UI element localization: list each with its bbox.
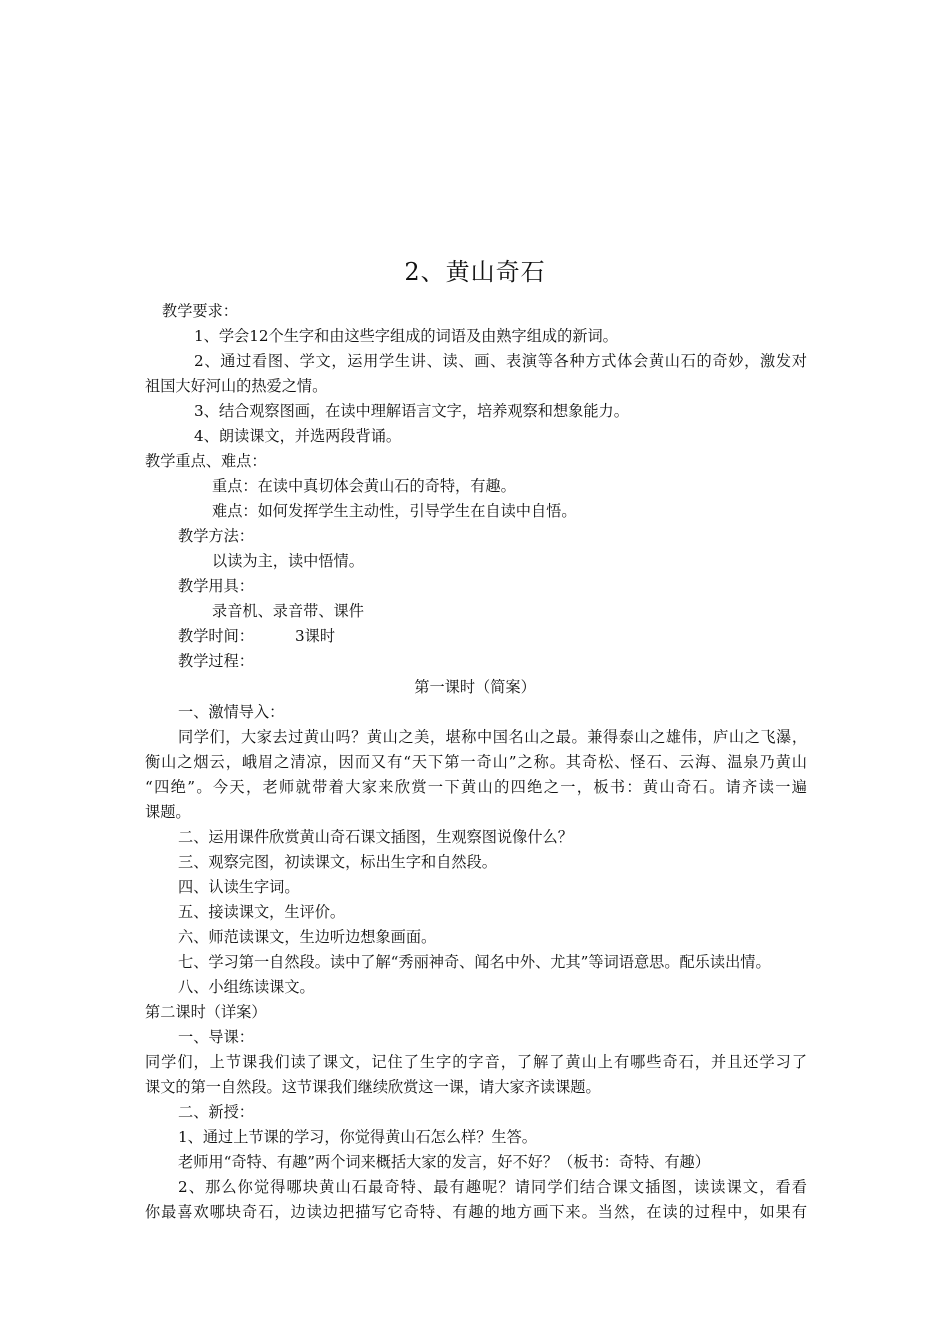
lesson-one-step-2: 二、运用课件欣赏黄山奇石课文插图，生观察图说像什么？ [178,828,573,846]
lesson-two-step-1-heading: 一、导课： [178,1028,254,1046]
lesson-one-intro-line-2: 衡山之烟云，峨眉之清凉，因而又有“天下第一奇山”之称。其奇松、怪石、云海、温泉乃黄山 [145,753,807,771]
lesson-two-heading: 第二课时（详案） [145,1003,267,1021]
lesson-two-item-2-line-1: 2、那么你觉得哪块黄山石最奇特、最有趣呢？请同学们结合课文插图，读读课文，看看 [178,1178,807,1196]
lesson-two-intro-line-2: 课文的第一自然段。这节课我们继续欣赏这一课，请大家齐读课题。 [145,1078,601,1096]
requirement-4: 4、朗读课文，并选两段背诵。 [194,427,402,445]
lesson-one-intro-line-1: 同学们，大家去过黄山吗？黄山之美，堪称中国名山之最。兼得泰山之雄伟，庐山之飞瀑， [178,728,807,746]
difficult-point: 难点：如何发挥学生主动性，引导学生在自读中自悟。 [212,502,577,520]
lesson-one-intro-line-4: 课题。 [145,803,191,821]
lesson-one-step-3: 三、观察完图，初读课文，标出生字和自然段。 [178,853,497,871]
key-point: 重点：在读中真切体会黄山石的奇特，有趣。 [212,477,516,495]
lesson-two-teacher-note: 老师用“奇特、有趣”两个词来概括大家的发言，好不好？（板书：奇特、有趣） [178,1153,710,1171]
requirement-3: 3、结合观察图画，在读中理解语言文字，培养观察和想象能力。 [194,402,629,420]
lesson-one-step-1-heading: 一、激情导入： [178,703,285,721]
section-heading-method: 教学方法： [178,527,254,545]
teaching-time-value: 3课时 [295,627,336,645]
requirement-2-line-2: 祖国大好河山的热爱之情。 [145,377,328,395]
lesson-two-item-2-line-2: 你最喜欢哪块奇石，边读边把描写它奇特、有趣的地方画下来。当然，在读的过程中，如果有 [145,1203,807,1221]
requirement-1: 1、学会12个生字和由这些字组成的词语及由熟字组成的新词。 [194,327,618,345]
lesson-one-step-8: 八、小组练读课文。 [178,978,315,996]
teaching-tools: 录音机、录音带、课件 [212,602,364,620]
section-heading-time: 教学时间： [178,627,254,645]
lesson-one-heading: 第一课时（简案） [414,678,536,696]
lesson-one-step-4: 四、认读生字词。 [178,878,300,896]
lesson-one-intro-line-3: “四绝”。今天，老师就带着大家来欣赏一下黄山的四绝之一，板书：黄山奇石。请齐读一遍 [145,778,807,796]
section-heading-key-points: 教学重点、难点： [145,452,267,470]
section-heading-process: 教学过程： [178,652,254,670]
document-title: 2、黄山奇石 [404,258,546,286]
lesson-two-step-2-heading: 二、新授： [178,1103,254,1121]
teaching-method: 以读为主，读中悟情。 [212,552,364,570]
lesson-two-item-1: 1、通过上节课的学习，你觉得黄山石怎么样？生答。 [178,1128,537,1146]
lesson-one-step-7: 七、学习第一自然段。读中了解“秀丽神奇、闻名中外、尤其”等词语意思。配乐读出情。 [178,953,771,971]
requirement-2-line-1: 2、通过看图、学文，运用学生讲、读、画、表演等各种方式体会黄山石的奇妙，激发对 [194,352,807,370]
lesson-one-step-6: 六、师范读课文，生边听边想象画面。 [178,928,437,946]
section-heading-requirements: 教学要求： [162,302,238,320]
section-heading-tools: 教学用具： [178,577,254,595]
lesson-two-intro-line-1: 同学们，上节课我们读了课文，记住了生字的字音，了解了黄山上有哪些奇石，并且还学习了 [145,1053,807,1071]
lesson-one-step-5: 五、接读课文，生评价。 [178,903,346,921]
